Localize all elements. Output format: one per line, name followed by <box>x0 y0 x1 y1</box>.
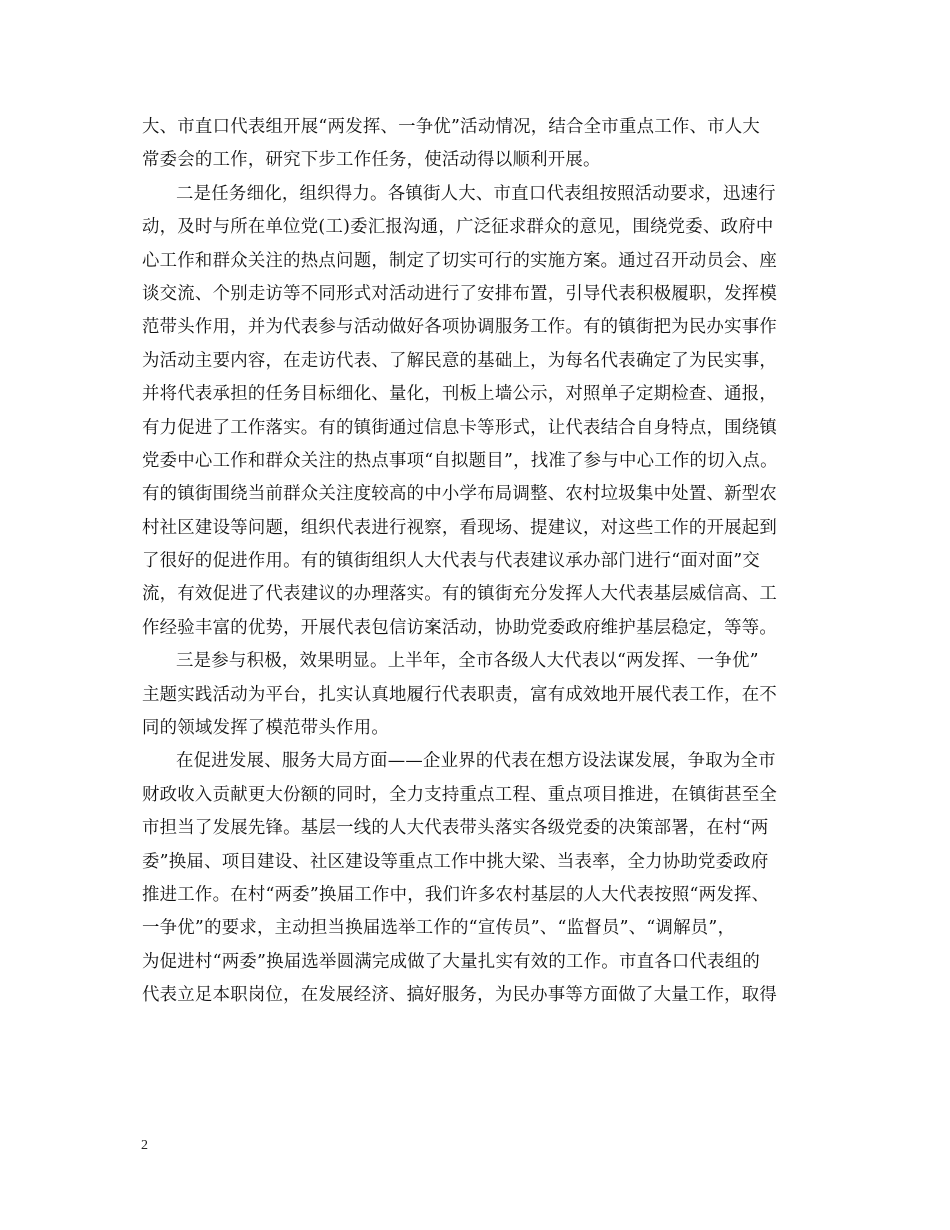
text-line: 财政收入贡献更大份额的同时，全力支持重点工程、重点项目推进，在镇街甚至全 <box>142 784 778 805</box>
text-line: 推进工作。在村“两委”换届工作中，我们许多农村基层的人大代表按照“两发挥、 <box>142 884 770 905</box>
text-line: 并将代表承担的任务目标细化、量化，刊板上墙公示，对照单子定期检查、通报， <box>142 384 778 405</box>
document-body <box>142 111 824 1013</box>
text-line: 动，及时与所在单位党(工)委汇报沟通，广泛征求群众的意见，围绕党委、政府中 <box>142 217 774 238</box>
text-line: 大、市直口代表组开展“两发挥、一争优”活动情况，结合全市重点工作、市人大 <box>142 117 761 137</box>
text-line: 一争优”的要求，主动担当换届选举工作的“宣传员”、“监督员”、“调解员”， <box>142 918 736 939</box>
text-line: 同的领域发挥了模范带头作用。 <box>142 718 389 739</box>
text-line: 代表立足本职岗位，在发展经济、搞好服务，为民办事等方面做了大量工作，取得 <box>142 985 778 1006</box>
text-line: 市担当了发展先锋。基层一线的人大代表带头落实各级党委的决策部署，在村“两 <box>142 818 769 839</box>
text-line: 委”换届、项目建设、社区建设等重点工作中挑大梁、当表率，全力协助党委政府 <box>142 851 769 872</box>
page-number: 2 <box>141 1138 148 1153</box>
text-line: 了很好的促进作用。有的镇街组织人大代表与代表建议承办部门进行“面对面”交 <box>142 551 761 572</box>
text-line: 作经验丰富的优势，开展代表包信访案活动，协助党委政府维护基层稳定，等等。 <box>142 617 778 638</box>
text-line: 范带头作用，并为代表参与活动做好各项协调服务工作。有的镇街把为民办实事作 <box>142 317 778 338</box>
text-line: 常委会的工作，研究下步工作任务，使活动得以顺利开展。 <box>142 150 601 171</box>
text-line: 村社区建设等问题，组织代表进行视察，看现场、提建议，对这些工作的开展起到 <box>142 517 778 538</box>
text-line: 有力促进了工作落实。有的镇街通过信息卡等形式，让代表结合自身特点，围绕镇 <box>142 417 778 438</box>
text-line: 为促进村“两委”换届选举圆满完成做了大量扎实有效的工作。市直各口代表组的 <box>142 951 761 972</box>
text-line: 主题实践活动为平台，扎实认真地履行代表职责，富有成效地开展代表工作，在不 <box>142 684 778 705</box>
text-line: 谈交流、个别走访等不同形式对活动进行了安排布置，引导代表积极履职，发挥模 <box>142 283 778 304</box>
text-line: 二是任务细化，组织得力。各镇街人大、市直口代表组按照活动要求，迅速行 <box>176 183 776 204</box>
text-line: 有的镇街围绕当前群众关注度较高的中小学布局调整、农村垃圾集中处置、新型农 <box>142 484 778 505</box>
text-line: 在促进发展、服务大局方面——企业界的代表在想方设法谋发展，争取为全市 <box>176 751 776 772</box>
text-line: 为活动主要内容，在走访代表、了解民意的基础上，为每名代表确定了为民实事， <box>142 350 778 371</box>
text-line: 心工作和群众关注的热点问题，制定了切实可行的实施方案。通过召开动员会、座 <box>142 250 778 271</box>
text-line: 党委中心工作和群众关注的热点事项“自拟题目”，找准了参与中心工作的切入点。 <box>142 450 778 471</box>
text-line: 三是参与积极，效果明显。上半年，全市各级人大代表以“两发挥、一争优” <box>176 651 759 672</box>
text-line: 流，有效促进了代表建议的办理落实。有的镇街充分发挥人大代表基层威信高、工 <box>142 584 778 605</box>
